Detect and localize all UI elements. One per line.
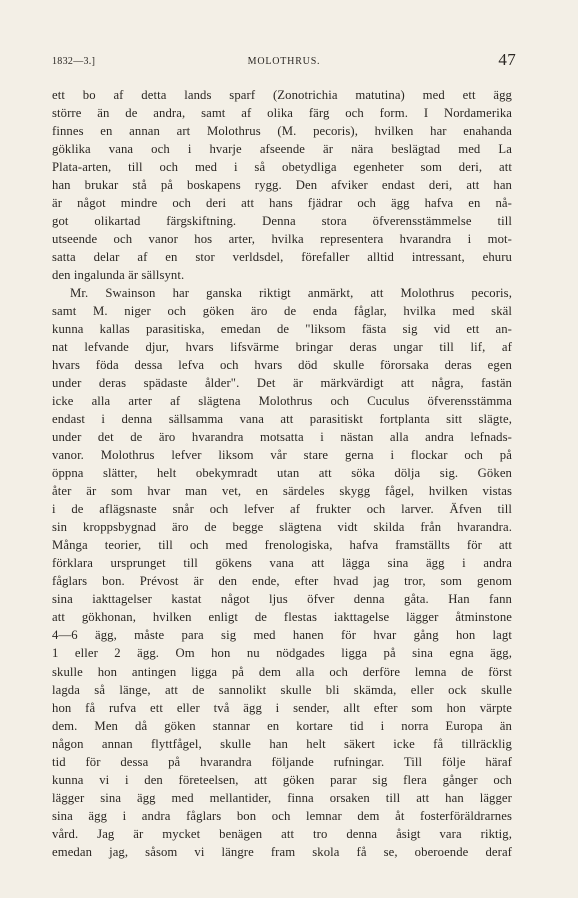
text-line: lagda så länge, att de sannolikt skulle bli skämda, eller ock skulle xyxy=(52,682,512,697)
text-line: kunna kallas parasitiska, emedan de "liksom fästa sig vid ett an- xyxy=(52,322,512,337)
text-line: öppna slätter, helt obekymradt utan att söka dölja sig. Göken xyxy=(52,466,512,481)
text-line: hon få rufva ett eller två ägg i sender, allt efter som hon värpte xyxy=(52,700,512,715)
text-line: 1 eller 2 ägg. Om hon nu nödgades ligga på sina egna ägg, xyxy=(52,646,512,661)
text-line: i de aflägsnaste snår och lefver af frukter och larver. Äfven till xyxy=(52,502,512,517)
text-line: sin kroppsbygnad äro de begge slägtena vidt skilda från hvarandra. xyxy=(52,520,512,535)
text-line: vård. Jag är mycket benägen att tro denna åsigt vara riktig, xyxy=(52,826,512,841)
text-line: fåglars bon. Prévost är den ende, efter hvad jag tror, som genom xyxy=(52,574,512,589)
text-line: förklara ursprunget till gökens vana att lägga sina ägg i andra xyxy=(52,556,512,571)
page-number: 47 xyxy=(498,50,516,69)
text-line: samt M. niger och göken äro de enda fåglar, hvilka med skäl xyxy=(52,304,512,319)
text-line: någon annan flyttfågel, skulle han helt säkert icke få tillräcklig xyxy=(52,736,512,751)
text-line: åter är som hvar man vet, en särdeles skygg fågel, hvilken vistas xyxy=(52,484,512,499)
text-line: är något mindre och deri att hans fjädrar och ägg hafva en nå- xyxy=(52,196,512,211)
text-line: Många teorier, till och med frenologiska, hafva framställts för att xyxy=(52,538,512,553)
text-line: got olikartad färgskiftning. Denna stora öfverensstämmelse till xyxy=(52,214,512,229)
header-year: 1832—3.] xyxy=(52,56,96,67)
text-line: Plata-arten, till och med i så obetydliga egenheter som deri, att xyxy=(52,160,512,175)
text-line: ett bo af detta lands sparf (Zonotrichia matutina) med ett ägg xyxy=(52,88,512,102)
text-line: dem. Men då göken stannar en kortare tid i norra Europa än xyxy=(52,718,512,733)
text-line: större än de andra, samt af olika färg och form. I Nordamerika xyxy=(52,106,512,121)
text-line: nat lefvande djur, hvars lifsvärme bringar deras ungar till lif, af xyxy=(52,340,512,355)
text-line: icke alla arter af slägtena Molothrus och Cuculus öfverensstämma xyxy=(52,394,512,409)
text-line: vanor. Molothrus lefver liksom vår stare gerna i flockar och på xyxy=(52,448,512,463)
text-line: den ingalunda är sällsynt. xyxy=(52,268,185,283)
text-line: han brukar stå på boskapens rygg. Den afviker endast deri, att han xyxy=(52,178,512,193)
text-line: hvars föda dessa lefva och hvars död skulle förorsaka deras egen xyxy=(52,358,512,373)
text-line: under deras spädaste ålder". Det är märkvärdigt att några, fastän xyxy=(52,376,512,391)
header-title: MOLOTHRUS. xyxy=(247,56,321,67)
text-line: Mr. Swainson har ganska riktigt anmärkt, att Molothrus pecoris, xyxy=(70,286,512,301)
text-line: göklika vana och i hvarje afseende är nära beslägtad med La xyxy=(52,142,512,157)
body-text xyxy=(52,86,512,861)
text-line: satta delar af en stor verldsdel, förefaller alltid intressant, ehuru xyxy=(52,250,512,265)
running-header xyxy=(52,52,516,72)
text-line: tid för dessa på hvarandra följande rufningar. Till följe häraf xyxy=(52,754,512,769)
text-line: utseende och vanor hos arter, hvilka representera hvarandra i mot- xyxy=(52,232,512,247)
text-line: finnes en annan art Molothrus (M. pecoris), hvilken har enahanda xyxy=(52,124,512,139)
text-line: kunna vi i den företeelsen, att göken parar sig flera gånger och xyxy=(52,772,512,787)
text-line: 4—6 ägg, måste para sig med hanen för hvar gång hon lagt xyxy=(52,628,512,643)
text-line: sina ägg i andra fåglars bon och lemnar dem åt fosterföräldrarnes xyxy=(52,808,512,823)
text-line: lägger sina ägg med mellantider, finna orsaken till att han lägger xyxy=(52,790,512,805)
text-line: endast i denna sällsamma vana att parasitiskt fortplanta sitt slägte, xyxy=(52,412,512,427)
text-line: under det de äro hvarandra motsatta i nästan alla andra lefnads- xyxy=(52,430,512,445)
text-line: emedan jag, såsom vi längre fram skola få se, oberoende deraf xyxy=(52,844,512,859)
text-line: skulle hon antingen ligga på dem alla och derföre lemna de först xyxy=(52,664,512,679)
text-line: sina iakttagelser kastat något ljus öfver denna gåta. Han fann xyxy=(52,592,512,607)
text-line: att gökhonan, hvilken enligt de flestas iakttagelse lägger åtminstone xyxy=(52,610,512,625)
